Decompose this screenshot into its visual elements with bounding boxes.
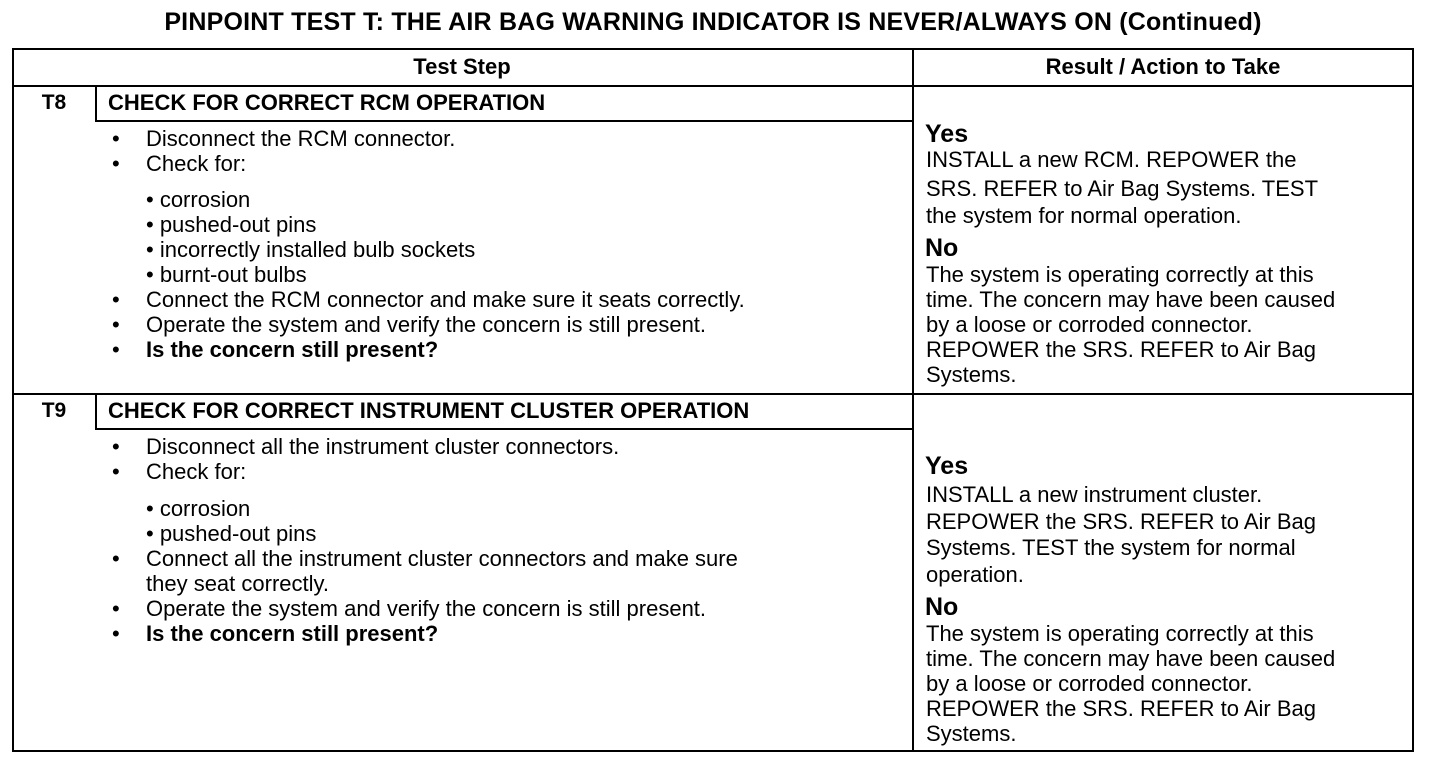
t8-yes-label: Yes [925,120,969,148]
t8-no-line-1: The system is operating correctly at this [926,262,1314,287]
t8-subitem-4: • burnt-out bulbs [146,262,307,287]
t9-yes-line-3: Systems. TEST the system for normal [926,535,1296,560]
t8-id-divider [95,86,97,122]
t8-question: Is the concern still present? [146,337,439,362]
t9-no-line-5: Systems. [926,721,1017,746]
t8-no-line-4: REPOWER the SRS. REFER to Air Bag [926,337,1317,362]
t9-bullet-2: Check for: [146,459,247,484]
t8-bullet-3: Connect the RCM connector and make sure it seats correctly. [146,287,745,312]
header-result-action: Result / Action to Take [1045,54,1281,79]
t8-no-label: No [925,234,959,262]
bullet-marker: • [112,151,120,176]
t8-bullet-2: Check for: [146,151,247,176]
t9-yes-line-2: REPOWER the SRS. REFER to Air Bag [926,509,1317,534]
bullet-marker: • [112,287,120,312]
step-title-t8: CHECK FOR CORRECT RCM OPERATION [108,90,546,115]
t9-bullet-4: Operate the system and verify the concern is still present. [146,596,707,621]
t8-subitem-3: • incorrectly installed bulb sockets [146,237,476,262]
t9-question: Is the concern still present? [146,621,439,646]
t8-no-line-3: by a loose or corroded connector. [926,312,1253,337]
t8-subitem-1: • corrosion [146,187,251,212]
step-id-t9: T9 [41,399,67,422]
t9-no-line-1: The system is operating correctly at this [926,621,1314,646]
bullet-marker: • [112,459,120,484]
t8-title-underline [96,120,913,122]
bullet-marker: • [112,621,120,646]
t9-id-divider [95,394,97,430]
t9-yes-line-4: operation. [926,562,1024,587]
t9-no-line-4: REPOWER the SRS. REFER to Air Bag [926,696,1317,721]
bullet-marker: • [112,126,120,151]
t9-yes-line-1: INSTALL a new instrument cluster. [926,482,1263,507]
column-divider [912,48,914,752]
t8-no-line-2: time. The concern may have been caused [926,287,1336,312]
t9-subitem-1: • corrosion [146,496,251,521]
t8-yes-line-2: SRS. REFER to Air Bag Systems. TEST [926,176,1319,201]
bullet-marker: • [112,312,120,337]
header-divider [12,85,1414,87]
t9-title-underline [96,428,913,430]
page-title: PINPOINT TEST T: THE AIR BAG WARNING INDICATOR IS NEVER/ALWAYS ON (Continued) [164,8,1262,36]
t9-bullet-1: Disconnect all the instrument cluster connectors. [146,434,620,459]
t9-subitem-2: • pushed-out pins [146,521,317,546]
bullet-marker: • [112,434,120,459]
t9-yes-label: Yes [925,452,969,480]
bullet-marker: • [112,596,120,621]
step-title-t9: CHECK FOR CORRECT INSTRUMENT CLUSTER OPERATION [108,398,750,423]
row-divider [12,393,1414,395]
t8-subitem-2: • pushed-out pins [146,212,317,237]
step-id-t8: T8 [41,91,67,114]
t9-no-line-2: time. The concern may have been caused [926,646,1336,671]
t9-bullet-3: Connect all the instrument cluster connectors and make sure [146,546,738,571]
t9-bullet-3-cont: they seat correctly. [146,571,329,596]
bullet-marker: • [112,546,120,571]
t8-bullet-1: Disconnect the RCM connector. [146,126,456,151]
t9-no-label: No [925,593,959,621]
bullet-marker: • [112,337,120,362]
t8-no-line-5: Systems. [926,362,1017,387]
t8-yes-line-1: INSTALL a new RCM. REPOWER the [926,147,1297,172]
t8-bullet-4: Operate the system and verify the concern is still present. [146,312,707,337]
t8-yes-line-3: the system for normal operation. [926,203,1242,228]
t9-no-line-3: by a loose or corroded connector. [926,671,1253,696]
header-test-step: Test Step [413,54,511,79]
